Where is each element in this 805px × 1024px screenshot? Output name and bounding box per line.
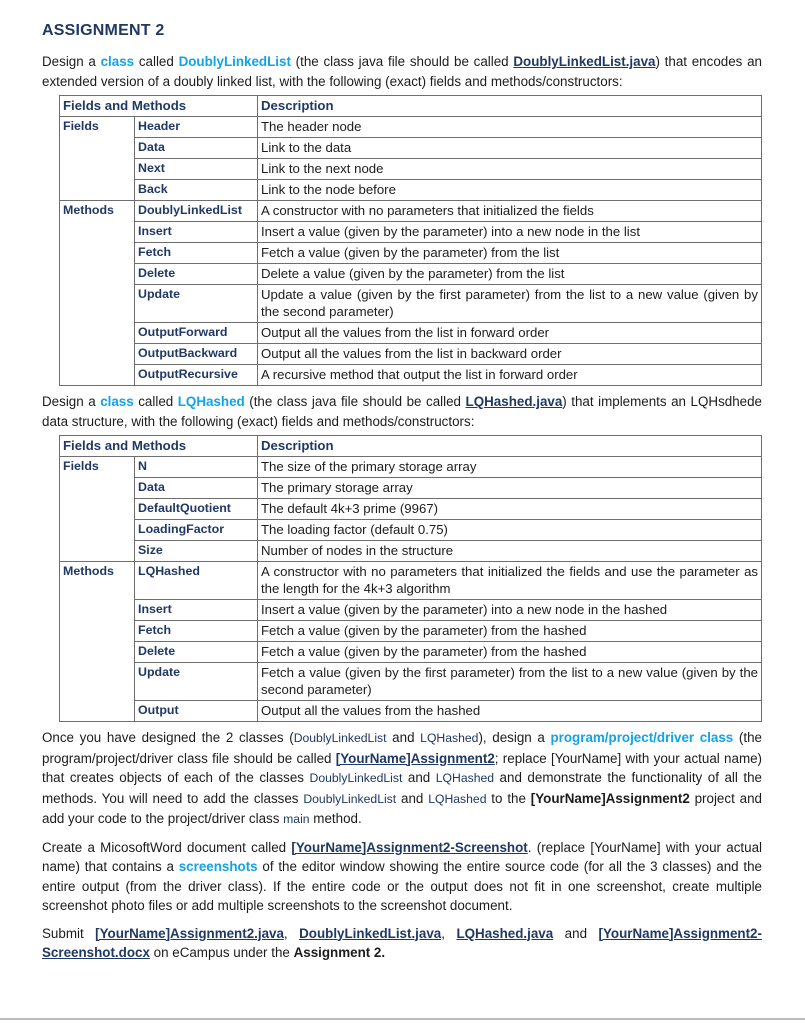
class-keyword: class: [100, 54, 135, 69]
document-page: [42, 22, 762, 963]
screenshot-paragraph: Create a MicosoftWord document called [YourName]Assignment2-Screenshot. (replace [YourName] with your actual name) that contains a screenshots of the editor window showing the entire source code (for all the 3 classes) and the entire output (from the driver class). If the entire code or the output does not fit in one screenshot, create multiple screenshot photo files or add multiple screenshots to the screenshot document.: [42, 839, 763, 913]
table-row: Back Link to the node before: [60, 180, 762, 201]
table-row: Output Output all the values from the hashed: [60, 701, 762, 722]
page-title: ASSIGNMENT 2: [42, 22, 165, 39]
table-row: Fetch Fetch a value (given by the parameter) from the list: [60, 243, 762, 264]
table-row: Size Number of nodes in the structure: [60, 541, 762, 562]
submit-file-doubly: DoublyLinkedList.java: [299, 925, 442, 941]
fields-label: Fields: [60, 117, 135, 138]
driver-class-paragraph: Once you have designed the 2 classes (DoublyLinkedList and LQHashed), design a program/project/driver class (the program/project/driver class file should be called [YourName]Assignment2; replace [YourName] with your actual name) that creates objects of each of the classes DoublyLinkedList and LQHashed and demonstrate the functionality of all the methods. You will need to add the classes DoublyLinkedList and LQHashed to the [YourName]Assignment2 project and add your code to the project/driver class main method.: [42, 730, 762, 826]
header-description: Description: [258, 436, 762, 457]
table-row: OutputRecursive A recursive method that output the list in forward order: [60, 365, 762, 386]
assignment-label: Assignment 2.: [293, 945, 386, 960]
submit-file-screenshot: [YourName]Assignment2-Screenshot.docx: [42, 925, 762, 960]
table-row: Methods DoublyLinkedList A constructor with no parameters that initialized the fields: [60, 201, 762, 222]
header-description: Description: [258, 96, 762, 117]
table-row: DefaultQuotient The default 4k+3 prime (9967): [60, 499, 762, 520]
screenshot-doc-name: [YourName]Assignment2-Screenshot: [291, 839, 528, 855]
header-fields-methods: Fields and Methods: [60, 96, 258, 117]
table-row: Fields N The size of the primary storage array: [60, 457, 762, 478]
intro-paragraph-2: Design a class called LQHashed (the class java file should be called LQHashed.java) that implements an LQHsdhede data structure, with the following (exact) fields and methods/constructors:: [42, 394, 762, 429]
intro-paragraph-1: Design a class called DoublyLinkedList (the class java file should be called DoublyLinkedList.java) that encodes an extended version of a doubly linked list, with the following (exact) fields and methods/constructors:: [42, 54, 762, 89]
table-row: OutputForward Output all the values from the list in forward order: [60, 323, 762, 344]
table-row: Delete Delete a value (given by the parameter) from the list: [60, 264, 762, 285]
table-row: Data The primary storage array: [60, 478, 762, 499]
table-row: Data Link to the data: [60, 138, 762, 159]
table-row: LoadingFactor The loading factor (default 0.75): [60, 520, 762, 541]
methods-label: Methods: [60, 201, 135, 222]
table-row: Insert Insert a value (given by the parameter) into a new node in the list: [60, 222, 762, 243]
table-row: Next Link to the next node: [60, 159, 762, 180]
submit-file-driver: [YourName]Assignment2.java: [95, 925, 284, 941]
header-fields-methods: Fields and Methods: [60, 436, 258, 457]
table-row: Delete Fetch a value (given by the parameter) from the hashed: [60, 642, 762, 663]
project-name: [YourName]Assignment2: [530, 790, 690, 806]
methods-label: Methods: [60, 562, 135, 600]
lqhashed-table: [59, 435, 762, 722]
page-bottom-divider: [0, 1018, 805, 1020]
submit-paragraph: Submit [YourName]Assignment2.java, DoublyLinkedList.java, LQHashed.java and [YourName]Assignment2-Screenshot.docx on eCampus under the Assignment 2.: [42, 925, 762, 960]
table-row: Methods LQHashed A constructor with no parameters that initialized the fields and use the parameter as the length for the 4k+3 algorithm: [60, 562, 762, 600]
screenshots-keyword: screenshots: [178, 859, 258, 874]
table-row: Update Update a value (given by the first parameter) from the list to a new value (given by the second parameter): [60, 285, 762, 323]
class-name-doubly: DoublyLinkedList: [178, 54, 291, 69]
file-name-doubly: DoublyLinkedList.java: [513, 54, 656, 69]
class-name-lqhashed: LQHashed: [177, 394, 245, 409]
driver-class-keyword: program/project/driver class: [550, 730, 734, 745]
class-keyword: class: [100, 394, 134, 409]
submit-file-lqhashed: LQHashed.java: [456, 925, 554, 941]
table-row: Insert Insert a value (given by the parameter) into a new node in the hashed: [60, 600, 762, 621]
table-header-row: [60, 436, 762, 457]
table-row: Update Fetch a value (given by the first parameter) from the list to a new value (given by the second parameter): [60, 663, 762, 701]
doubly-linked-list-table: [59, 95, 762, 386]
table-header-row: [60, 96, 762, 117]
table-row: OutputBackward Output all the values from the list in backward order: [60, 344, 762, 365]
table-row: Fields Header The header node: [60, 117, 762, 138]
driver-file-name: [YourName]Assignment2: [335, 750, 495, 766]
fields-label: Fields: [60, 457, 135, 478]
file-name-lqhashed: LQHashed.java: [465, 394, 563, 409]
table-row: Fetch Fetch a value (given by the parameter) from the hashed: [60, 621, 762, 642]
